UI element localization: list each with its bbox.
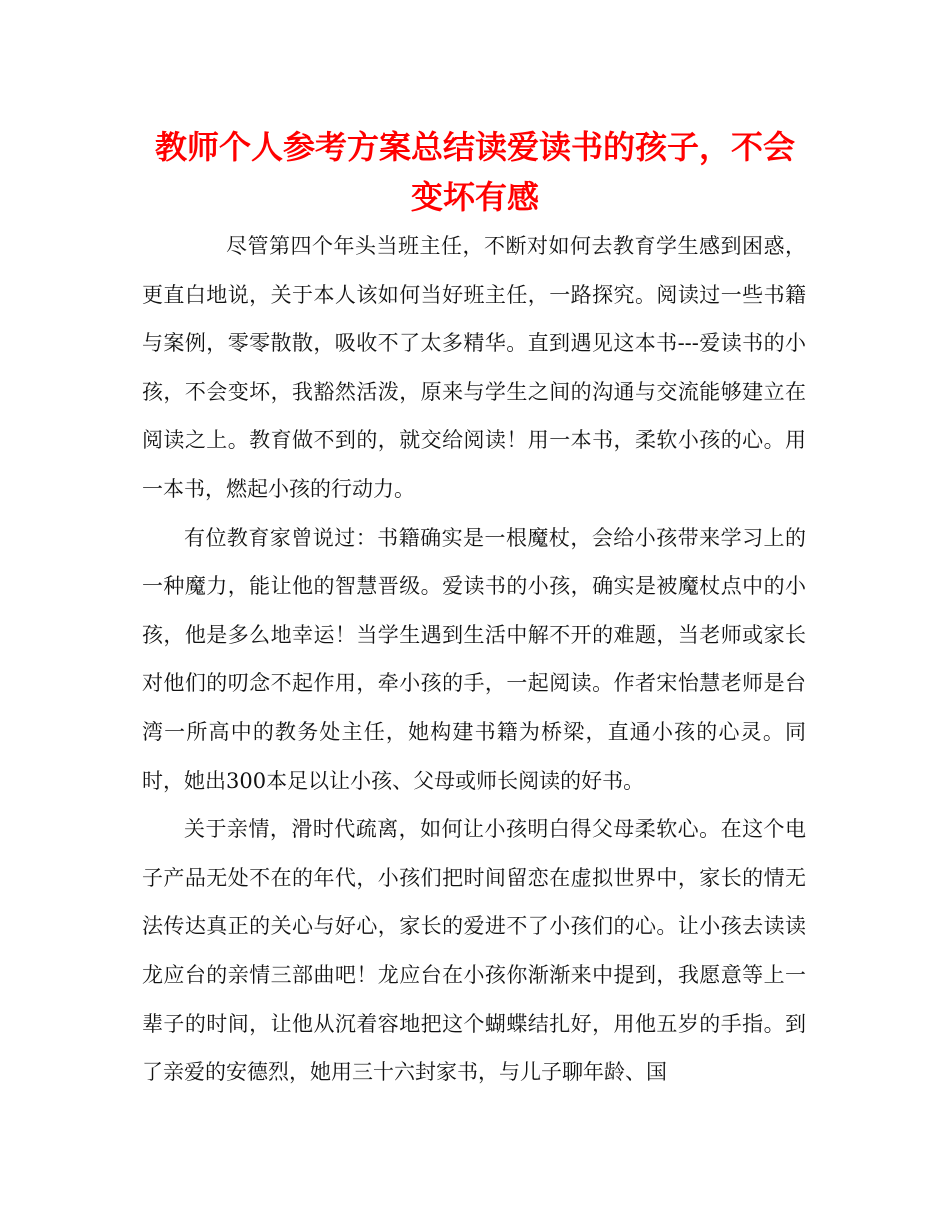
document-title: 教师个人参考方案总结读爱读书的孩子，不会变坏有感 [154, 128, 795, 216]
paragraph-1: 尽管第四个年头当班主任，不断对如何去教育学生感到困惑，更直白地说，关于本人该如何当好班主任，一路探究。阅读过一些书籍与案例，零零散散，吸收不了太多精华。直到遇见这本书---爱读书的小孩，不会变坏，我豁然活泼，原来与学生之间的沟通与交流能够建立在阅读之上。教育做不到的，就交给阅读！用一本书，柔软小孩的心。用一本书，燃起小孩的行动力。 [142, 234, 806, 501]
paragraph-3: 关于亲情，滑时代疏离，如何让小孩明白得父母柔软心。在这个电子产品无处不在的年代，小孩们把时间留恋在虚拟世界中，家长的情无法传达真正的关心与好心，家长的爱进不了小孩们的心。让小孩去读读龙应台的亲情三部曲吧！龙应台在小孩你渐渐来中提到，我愿意等上一辈子的时间，让他从沉着容地把这个蝴蝶结扎好，用他五岁的手指。到了亲爱的安德烈，她用三十六封家书，与儿子聊年龄、国 [142, 817, 806, 1085]
document-body [142, 222, 806, 1097]
paragraph-2: 有位教育家曾说过：书籍确实是一根魔杖，会给小孩带来学习上的一种魔力，能让他的智慧晋级。爱读书的小孩，确实是被魔杖点中的小孩，他是多么地幸运！当学生遇到生活中解不开的难题，当老师或家长对他们的叨念不起作用，牵小孩的手，一起阅读。作者宋怡慧老师是台湾一所高中的教务处主任，她构建书籍为桥梁，直通小孩的心灵。同时，她出300本足以让小孩、父母或师长阅读的好书。 [142, 525, 806, 793]
